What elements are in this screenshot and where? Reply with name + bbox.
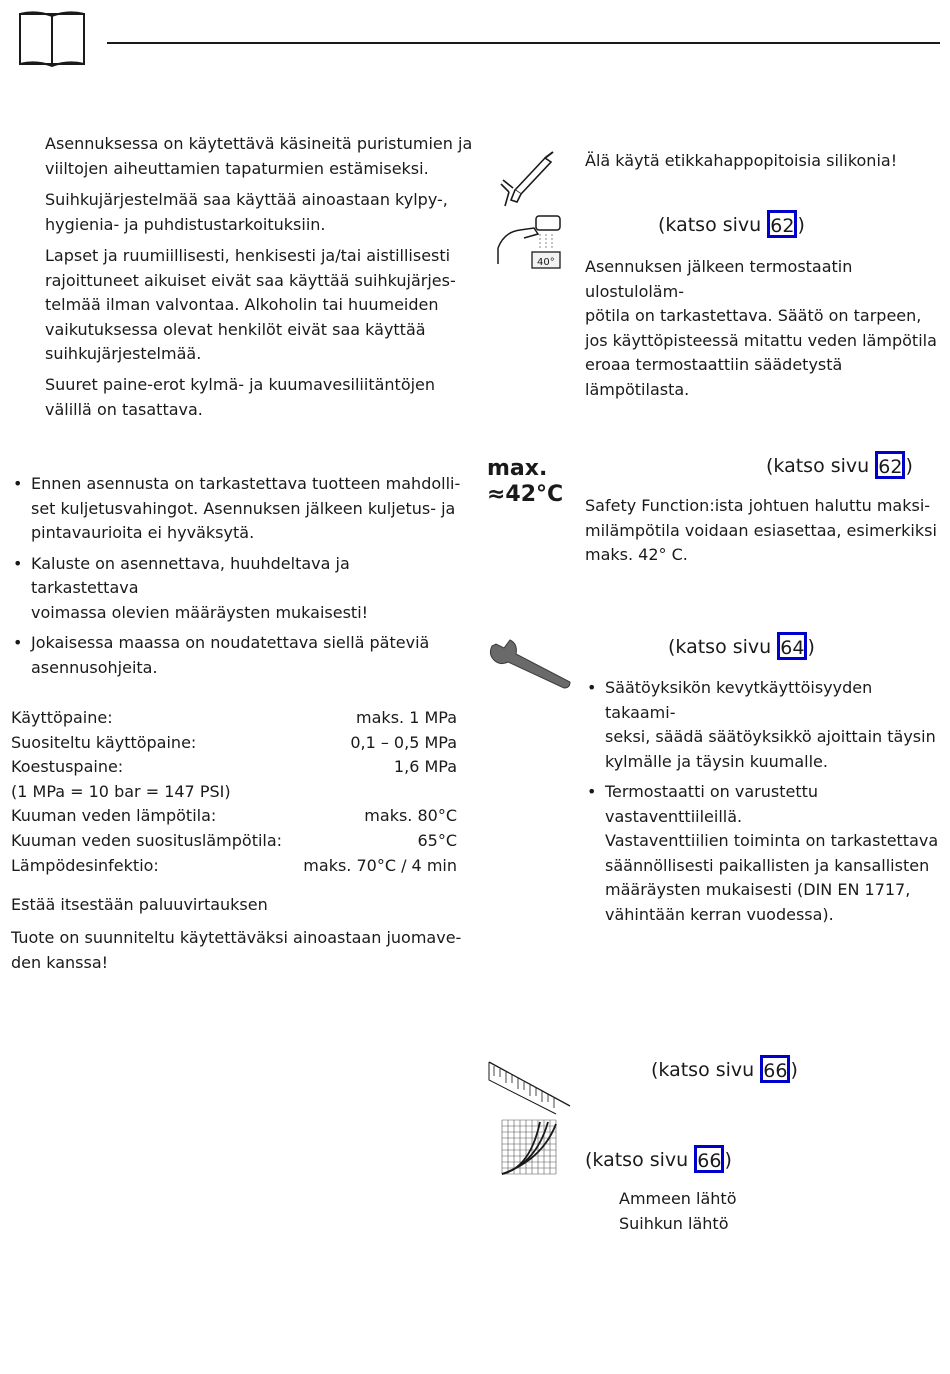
spec-row: [11, 829, 457, 854]
technical-specs: [11, 706, 457, 878]
spec-row: [11, 804, 457, 829]
page-ref-suffix: ): [797, 214, 805, 236]
wrench-icon: [486, 636, 572, 692]
safety-gloves-text: Asennuksessa on käytettävä käsineitä puristumien ja viiltojen aiheuttamien tapaturmien estämiseksi.: [45, 134, 473, 178]
thermostat-check-text: Asennuksen jälkeen termostaatin ulostuloläm- pötila on tarkastettava. Säätö on tarpeen, jos käyttöpisteessä mitattu veden lämpötila eroaa termostaattiin säädetystä lämpötilasta.: [585, 257, 937, 399]
page-ref-suffix: ): [905, 455, 913, 477]
page-ref-3: [668, 634, 815, 660]
spec-row: [11, 780, 457, 805]
spec-value: 65°C: [417, 830, 457, 850]
spec-label: Lämpödesinfektio:: [11, 855, 159, 875]
backflow-text: Estää itsestään paluuvirtauksen: [11, 895, 268, 914]
spec-row: [11, 854, 457, 879]
page-ref-2: [766, 453, 913, 479]
thermometer-reading: 40°: [537, 257, 555, 268]
drinking-water-text: Tuote on suunniteltu käytettäväksi ainoastaan juomave- den kanssa!: [11, 928, 462, 972]
page-ref-prefix: (katso sivu: [766, 455, 876, 477]
install-notes-list: [11, 472, 461, 686]
spec-row: [11, 706, 457, 731]
page-ref-suffix: ): [807, 636, 815, 658]
spec-label: Suositeltu käyttöpaine:: [11, 732, 197, 752]
spec-value: maks. 1 MPa: [356, 708, 457, 727]
page-ref-prefix: (katso sivu: [668, 636, 778, 658]
book-icon: [18, 10, 88, 68]
ruler-icon: [486, 1058, 572, 1118]
page-ref-5: [585, 1147, 732, 1173]
silicone-gun-icon: [495, 150, 557, 208]
spec-row: [11, 755, 457, 780]
flow-diagram-icon: [500, 1118, 558, 1176]
page-ref-prefix: (katso sivu: [651, 1059, 761, 1081]
thermometer-hand-icon: [494, 208, 564, 272]
safety-function-text: Safety Function:ista johtuen haluttu maksi- milämpötila voidaan esiasettaa, esimerkiksi maks. 42° C.: [585, 496, 937, 564]
page-ref-1: [658, 212, 805, 238]
spec-label: Kuuman veden suosituslämpötila:: [11, 830, 283, 850]
page-link[interactable]: 62: [875, 451, 905, 479]
safety-usage-text: Suihkujärjestelmää saa käyttää ainoastaan kylpy-, hygienia- ja puhdistustarkoituksiin.: [45, 190, 448, 234]
maintenance-list: [585, 676, 945, 933]
page-ref-4: [651, 1057, 798, 1083]
spec-label: Käyttöpaine:: [11, 708, 113, 727]
list-item: • Termostaatti on varustettu vastaventtiileillä. Vastaventtiilien toiminta on tarkastettava säännöllisesti paikallisten ja kansallisten määräysten mukaisesti (DIN EN 1717, vähintään kerran vuodessa).: [585, 780, 945, 927]
spec-label: Koestuspaine:: [11, 757, 124, 777]
list-item: • Säätöyksikön kevytkäyttöisyyden takaami- seksi, säädä säätöyksikkö ajoittain täysin kylmälle ja täysin kuumalle.: [585, 676, 945, 774]
header-rule: [107, 42, 940, 44]
list-item: • Ennen asennusta on tarkastettava tuotteen mahdolli- set kuljetusvahingot. Asennuksen jälkeen kuljetus- ja pintavaurioita ei hyväksytä.: [11, 472, 461, 546]
outlet-shower-label: Suihkun lähtö: [619, 1214, 729, 1233]
spec-label: Kuuman veden lämpötila:: [11, 806, 217, 826]
max-temp-value: ≈42°C: [487, 482, 564, 507]
silicone-warning-text: Älä käytä etikkahappopitoisia silikonia!: [585, 151, 898, 170]
page-link[interactable]: 64: [777, 632, 807, 660]
page-link[interactable]: 62: [767, 210, 797, 238]
safety-children-text: Lapset ja ruumiillisesti, henkisesti ja/tai aistillisesti rajoittuneet aikuiset eivät saa käyttää suihkujärjes- telmää ilman valvontaa. Alkoholin tai huumeiden vaikutuksessa olevat henkilöt eivät saa käyttää suihkujärjestelmää.: [45, 246, 456, 363]
page-ref-prefix: (katso sivu: [658, 214, 768, 236]
spec-value: maks. 80°C: [364, 806, 457, 826]
list-item: • Kaluste on asennettava, huuhdeltava ja tarkastettava voimassa olevien määräysten mukaisesti!: [11, 552, 461, 626]
page-ref-suffix: ): [724, 1149, 732, 1171]
page-link[interactable]: 66: [694, 1145, 724, 1173]
page-ref-prefix: (katso sivu: [585, 1149, 695, 1171]
spec-value: 1,6 MPa: [393, 757, 457, 777]
list-item: • Jokaisessa maassa on noudatettava siellä päteviä asennusohjeita.: [11, 631, 461, 680]
max-temp-label: max.: [487, 456, 548, 481]
page-link[interactable]: 66: [760, 1055, 790, 1083]
page-ref-suffix: ): [790, 1059, 798, 1081]
spec-row: [11, 731, 457, 756]
spec-label: (1 MPa = 10 bar = 147 PSI): [11, 781, 231, 801]
outlet-bath-label: Ammeen lähtö: [619, 1189, 737, 1208]
spec-value: maks. 70°C / 4 min: [303, 855, 457, 875]
safety-pressure-text: Suuret paine-erot kylmä- ja kuumavesiliitäntöjen välillä on tasattava.: [45, 375, 436, 419]
spec-value: 0,1 – 0,5 MPa: [350, 732, 457, 752]
